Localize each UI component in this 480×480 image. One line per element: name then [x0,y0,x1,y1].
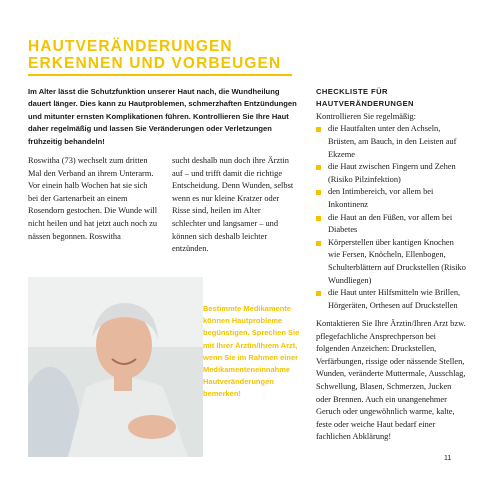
intro-paragraph: Im Alter lässt die Schutzfunktion unserer Haut nach, die Wundheilung dauert länger. Dies kann zu Hautproblemen, schmerzhaften Entzündungen und mitunter ernsten Komplikationen führen. Kontrollieren Sie Ihre Haut daher regelmäßig und lassen Sie Veränderungen oder Verletzungen frühzeitig behandeln! [28,87,297,146]
title-line-2: ERKENNEN UND VORBEUGEN [28,55,282,72]
yellow-square-bullet-icon [316,190,321,195]
page-title [28,38,328,72]
checklist-box [316,86,466,312]
elderly-woman-photo [28,277,203,457]
medication-callout: Bestimmte Medikamente können Hautprobleme begünstigen. Sprechen Sie mit Ihrer Ärztin/Ihrem Arzt, wenn Sie im Rahmen einer Medikamenteneinnahme Hautveränderungen bemerken! [203,304,300,399]
photo-illustration [28,277,203,457]
checklist-item-text: Körperstellen über kantigen Knochen wie Fersen, Knöcheln, Ellenbogen, Schulterblättern auf Druckstellen (Risiko Wundliegen) [328,237,466,285]
checklist-item [316,123,466,161]
body-column-1: Roswitha (73) wechselt zum dritten Mal den Verband an ihrem Unterarm. Vor einein halb Wochen hat sie sich bei der Gartenarbeit an einem Rosendorn gestochen. Die Wunde will nicht heilen und hat jetzt auch noch zu nässen begonnen. Roswitha [28,156,158,241]
checklist-item-text: die Hautfalten unter den Achseln, Brüsten, am Bauch, in den Leisten auf Ekzeme [328,124,457,159]
yellow-square-bullet-icon [316,216,321,221]
yellow-square-bullet-icon [316,165,321,170]
checklist-item-text: die Haut unter Hilfsmitteln wie Brillen, Hörgeräten, Orthesen auf Druckstellen [328,288,461,310]
title-underline [28,74,292,76]
checklist-item [316,186,466,211]
yellow-square-bullet-icon [316,241,321,246]
contact-paragraph: Kontaktieren Sie Ihre Ärztin/Ihren Arzt bzw. pflegefachliche Ansprechperson bei folgenden Anzeichen: Druckstellen, Verfärbungen, rissige oder nässende Stellen, Wunden, veränderte Muttermale, Ausschlag, Schwellung, Blasen, Schmerzen, Jucken oder Brennen. Auch ein unangenehmer Geruch oder ungewöhnlich warme, kalte, feste oder weiche Haut bedarf einer fachlichen Abklärung! [316,319,466,442]
checklist-item-text: den Intimbereich, vor allem bei Inkontinenz [328,187,434,209]
checklist-intro: Kontrollieren Sie regelmäßig: [316,111,417,121]
checklist-item [316,212,466,237]
checklist-title-line-2: HAUTVERÄNDERUNGEN [316,99,414,109]
checklist-title-line-1: CHECKLISTE FÜR [316,87,388,96]
hands-shape [128,415,176,439]
checklist-items [316,123,466,312]
checklist-item [316,287,466,312]
body-column-2: sucht deshalb nun doch ihre Ärztin auf – und trifft damit die richtige Entscheidung. Denn Wunden, selbst wenn es nur kleine Kratzer oder Risse sind, heilen im Alter schlechter und langsamer – und können sich deshalb leichter entzünden. [172,156,294,254]
title-line-1: HAUTVERÄNDERUNGEN [28,38,233,55]
checklist-item-text: die Haut an den Füßen, vor allem bei Diabetes [328,212,453,235]
yellow-square-bullet-icon [316,291,321,296]
checklist-item [316,161,466,186]
checklist-item-text: die Haut zwischen Fingern und Zehen (Risiko Pilzinfektion) [328,162,456,184]
yellow-square-bullet-icon [316,127,321,132]
page-number: 11 [444,455,452,462]
checklist-item [316,237,466,287]
